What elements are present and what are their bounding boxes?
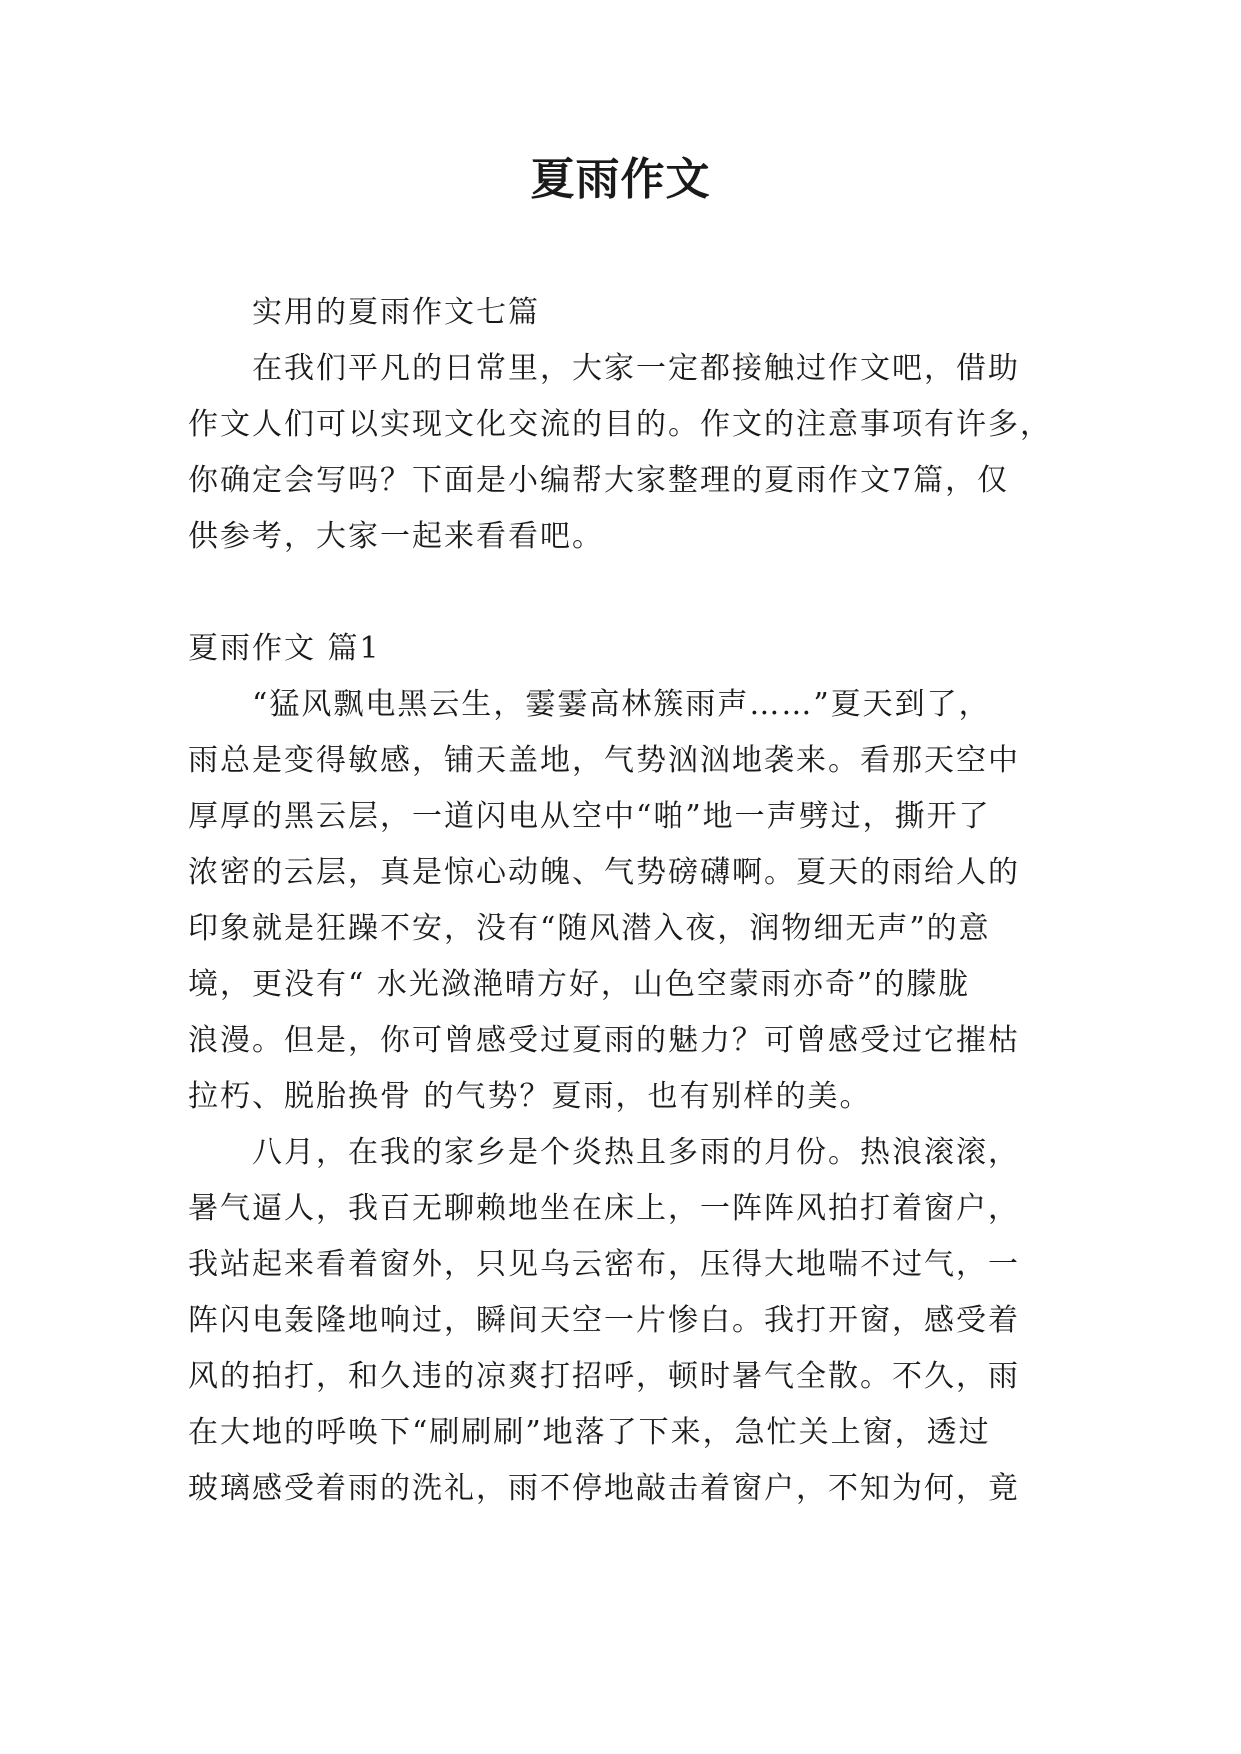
text-line: 你确定会写吗？下面是小编帮大家整理的夏雨作文7篇，仅 [188, 463, 1010, 498]
text-line: 作文人们可以实现文化交流的目的。作文的注意事项有许多， [188, 407, 1052, 442]
text-line: 浓密的云层，真是惊心动魄、气势磅礴啊。夏天的雨给人的 [188, 855, 1020, 890]
text-line: 雨总是变得敏感，铺天盖地，气势汹汹地袭来。看那天空中 [188, 743, 1020, 778]
text-line: 浪漫。但是，你可曾感受过夏雨的魅力？可曾感受过它摧枯 [188, 1023, 1020, 1058]
section-heading: 夏雨作文 篇1 [188, 631, 381, 666]
intro-subtitle: 实用的夏雨作文七篇 [252, 295, 540, 330]
blank-line [188, 565, 1058, 621]
text-line: 拉朽、脱胎换骨 的气势？夏雨，也有别样的美。 [188, 1079, 872, 1114]
text-line: 厚厚的黑云层，一道闪电从空中“啪”地一声劈过，撕开了 [188, 799, 991, 834]
text-line: 我站起来看着窗外，只见乌云密布，压得大地喘不过气，一 [188, 1247, 1020, 1282]
document-title: 夏雨作文 [530, 154, 711, 205]
text-line: 在我们平凡的日常里，大家一定都接触过作文吧，借助 [252, 351, 1020, 386]
text-line: 风的拍打，和久违的凉爽打招呼，顿时暑气全散。不久，雨 [188, 1359, 1020, 1394]
text-line: 印象就是狂躁不安，没有“随风潜入夜，润物细无声”的意 [188, 911, 991, 946]
text-line: “猛风飘电黑云生，霎霎高林簇雨声……”夏天到了， [252, 687, 991, 722]
intro-paragraph [188, 341, 1058, 565]
text-line: 阵闪电轰隆地响过，瞬间天空一片惨白。我打开窗，感受着 [188, 1303, 1020, 1338]
text-line: 暑气逼人，我百无聊赖地坐在床上，一阵阵风拍打着窗户， [188, 1191, 1020, 1226]
text-line: 供参考，大家一起来看看吧。 [188, 519, 604, 554]
text-line: 境，更没有“ 水光潋滟晴方好，山色空蒙雨亦奇”的朦胧 [188, 967, 971, 1002]
document-body [188, 285, 1058, 1517]
text-line: 在大地的呼唤下“刷刷刷”地落了下来，急忙关上窗，透过 [188, 1415, 991, 1450]
text-line: 八月，在我的家乡是个炎热且多雨的月份。热浪滚滚， [252, 1135, 1020, 1170]
section1-paragraph-1 [188, 677, 1058, 1125]
section1-paragraph-2 [188, 1125, 1058, 1517]
text-line: 玻璃感受着雨的洗礼，雨不停地敲击着窗户，不知为何，竟 [188, 1471, 1020, 1506]
